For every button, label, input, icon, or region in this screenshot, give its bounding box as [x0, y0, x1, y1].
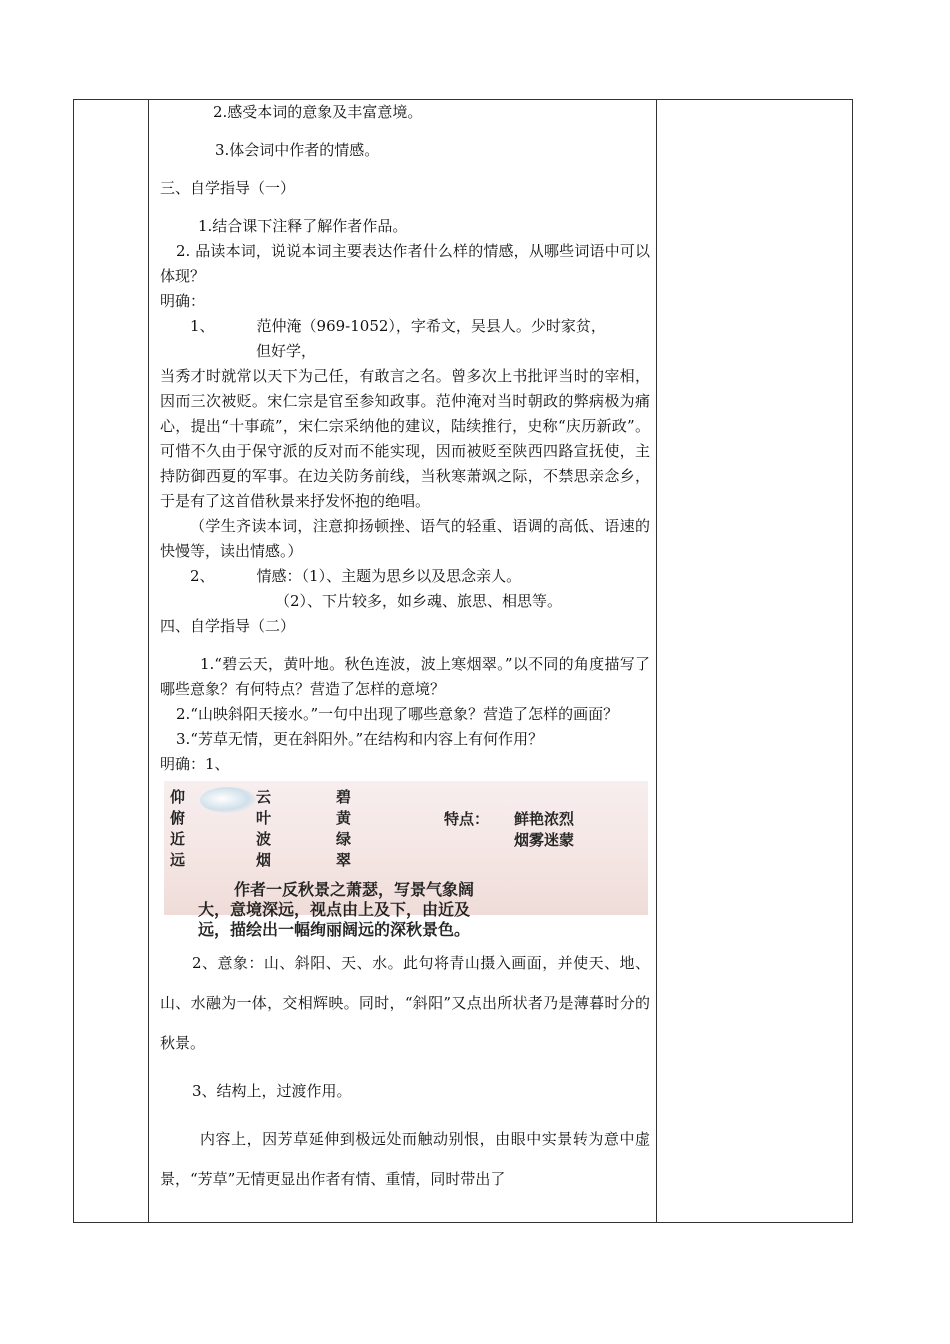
figure-col1-2: 俯	[170, 809, 186, 827]
figure-feature-1: 鲜艳浓烈	[514, 810, 575, 828]
figure-col1-1: 仰	[170, 788, 186, 806]
guide-2-question-3: 3.“芳草无情，更在斜阳外。”在结构和内容上有何作用？	[176, 730, 544, 748]
guide-2-question-1: 1.“碧云天，黄叶地。秋色连波，波上寒烟翠。”以不同的角度描写了哪些意象？有何特点？营造了怎样的意境？	[160, 655, 650, 698]
answer-1-line	[160, 314, 650, 339]
section-heading-3: 三、自学指导（一）	[160, 179, 296, 197]
answer-content-3: 内容上，因芳草延伸到极远处而触动别恨，由眼中实景转为意中虚景，“芳草”无情更显出作者有情、重情，同时带出了	[160, 1130, 650, 1188]
figure-col1-3: 近	[170, 830, 186, 848]
answer-label: 明确：	[160, 292, 206, 310]
main-cell	[160, 100, 650, 1199]
figure-col2-1: 云	[256, 788, 272, 806]
figure-feature-label: 特点：	[444, 810, 490, 828]
figure-caption-line-3: 远，描绘出一幅绚丽阔远的深秋景色。	[198, 920, 471, 939]
figure-col1-4: 远	[170, 851, 186, 869]
figure-col2-3: 波	[256, 830, 272, 848]
guide-1-item-2: 2. 品读本词，说说本词主要表达作者什么样的情感，从哪些词语中可以体现？	[160, 242, 650, 285]
section-heading-4: 四、自学指导（二）	[160, 617, 296, 635]
answer-structure-3: 3、结构上，过渡作用。	[192, 1082, 352, 1100]
imagery-figure	[164, 781, 648, 939]
emotion-point-1: 情感：（1）、主题为思乡以及思念亲人。	[256, 567, 522, 585]
guide-2-question-2: 2.“山映斜阳天接水。”一句中出现了哪些意象？营造了怎样的画面？	[176, 705, 619, 723]
answer-label-2: 明确：1、	[160, 755, 230, 773]
answer-1-continuation: 但好学，	[256, 342, 317, 360]
author-biography: 当秀才时就常以天下为己任，有敢言之名。曾多次上书批评当时的宰相，因而三次被贬。宋仁宗是官至参知政事。范仲淹对当时朝政的弊病极为痛心，提出“十事疏”，宋仁宗采纳他的建议，陆续推行，史称“庆历新政”。可惜不久由于保守派的反对而不能实现，因而被贬至陕西四路宣抚使，主持防御西夏的军事。在边关防务前线，当秋寒萧飒之际，不禁思亲念乡，于是有了这首借秋景来抒发怀抱的绝唱。	[160, 367, 650, 510]
answer-1-first-line: 范仲淹（969-1052），字希文，吴县人。少时家贫，	[256, 317, 606, 335]
figure-feature-2: 烟雾迷蒙	[514, 831, 575, 849]
objective-3: 3.体会词中作者的情感。	[215, 141, 380, 159]
figure-caption-line-1: 作者一反秋景之萧瑟，写景气象阔	[234, 880, 475, 899]
figure-col3-4: 翠	[336, 851, 352, 869]
objective-2: 2.感受本词的意象及丰富意境。	[213, 103, 423, 121]
figure-col2-4: 烟	[256, 851, 272, 869]
answer-1-number: 1、	[190, 317, 215, 335]
guide-1-item-1: 1.结合课下注释了解作者作品。	[198, 217, 408, 235]
table-divider-right	[656, 99, 657, 1223]
figure-col3-2: 黄	[336, 809, 352, 827]
emotion-point-2: （2）、下片较多，如乡魂、旅思、相思等。	[275, 592, 563, 610]
figure-caption-line-2: 大，意境深远，视点由上及下，由近及	[198, 900, 471, 919]
figure-col3-1: 碧	[336, 788, 352, 806]
figure-col3-3: 绿	[336, 830, 352, 848]
cloud-icon	[200, 787, 256, 813]
answer-2-line	[160, 564, 650, 589]
reading-instruction: （学生齐读本词，注意抑扬顿挫、语气的轻重、语调的高低、语速的快慢等，读出情感。）	[160, 517, 650, 560]
answer-imagery-2: 2、意象：山、斜阳、天、水。此句将青山摄入画面，并使天、地、山、水融为一体，交相辉映。同时，“斜阳”又点出所状者乃是薄暮时分的秋景。	[160, 954, 650, 1052]
figure-col2-2: 叶	[256, 809, 272, 827]
answer-2-number: 2、	[190, 567, 215, 585]
table-divider-left	[148, 99, 149, 1223]
